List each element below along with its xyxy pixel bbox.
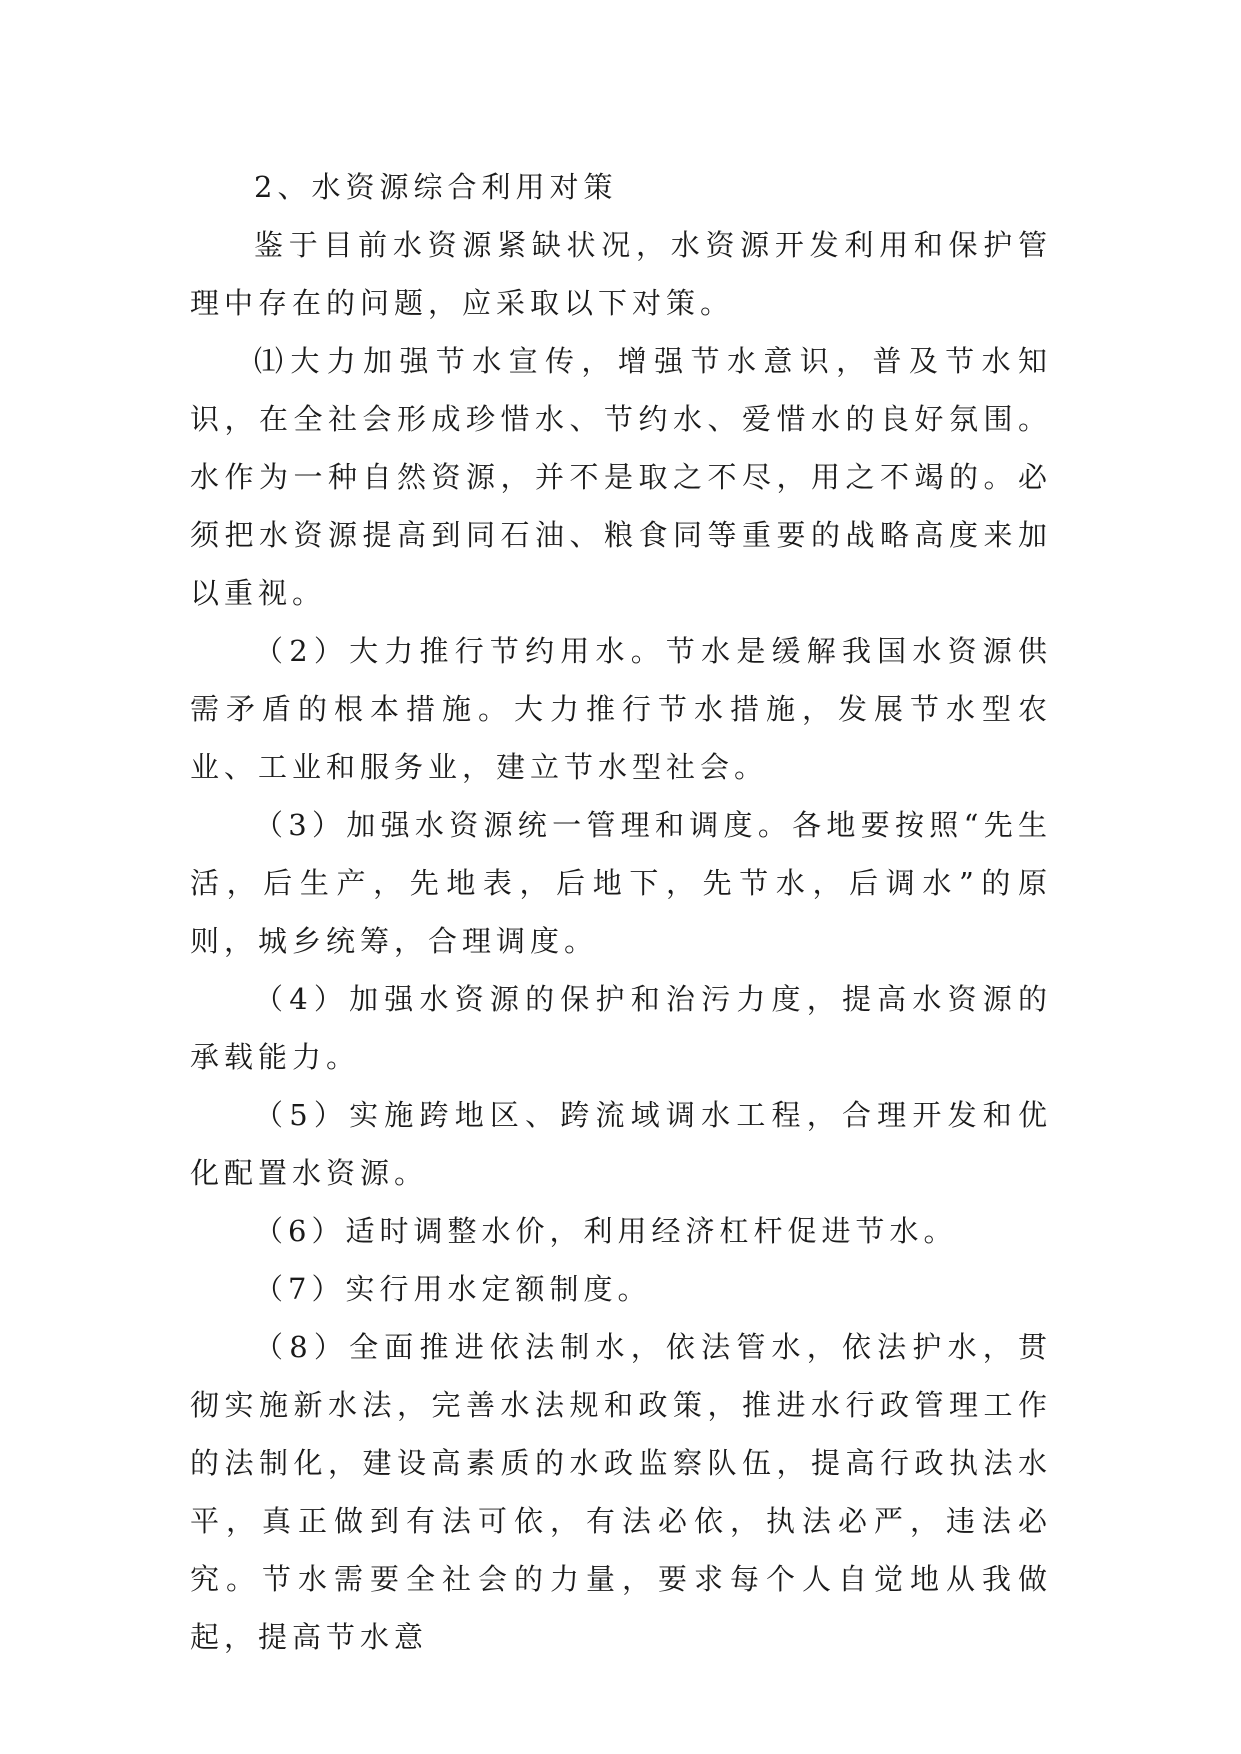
intro-paragraph: 鉴于目前水资源紧缺状况，水资源开发利用和保护管理中存在的问题，应采取以下对策。 [190, 228, 1052, 320]
item-paragraph-1: ⑴大力加强节水宣传，增强节水意识，普及节水知识，在全社会形成珍惜水、节约水、爱惜水的良好氛围。水作为一种自然资源，并不是取之不尽，用之不竭的。必须把水资源提高到同石油、粮食同等重要的战略高度来加以重视。 [190, 344, 1052, 610]
section-heading: 2、水资源综合利用对策 [254, 170, 618, 204]
item-paragraph-2: （2）大力推行节约用水。节水是缓解我国水资源供需矛盾的根本措施。大力推行节水措施，发展节水型农业、工业和服务业，建立节水型社会。 [190, 634, 1052, 784]
item-paragraph-5: （5）实施跨地区、跨流域调水工程，合理开发和优化配置水资源。 [190, 1098, 1052, 1190]
document-body [190, 158, 1052, 1666]
item-paragraph-7: （7）实行用水定额制度。 [254, 1272, 652, 1306]
item-paragraph-3: （3）加强水资源统一管理和调度。各地要按照“先生活，后生产，先地表，后地下，先节水，后调水”的原则，城乡统筹，合理调度。 [190, 808, 1052, 958]
item-paragraph-4: （4）加强水资源的保护和治污力度，提高水资源的承载能力。 [190, 982, 1052, 1074]
item-paragraph-6: （6）适时调整水价，利用经济杠杆促进节水。 [254, 1214, 958, 1248]
item-paragraph-8: （8）全面推进依法制水，依法管水，依法护水，贯彻实施新水法，完善水法规和政策，推进水行政管理工作的法制化，建设高素质的水政监察队伍，提高行政执法水平，真正做到有法可依，有法必依，执法必严，违法必究。节水需要全社会的力量，要求每个人自觉地从我做起，提高节水意 [190, 1330, 1052, 1654]
